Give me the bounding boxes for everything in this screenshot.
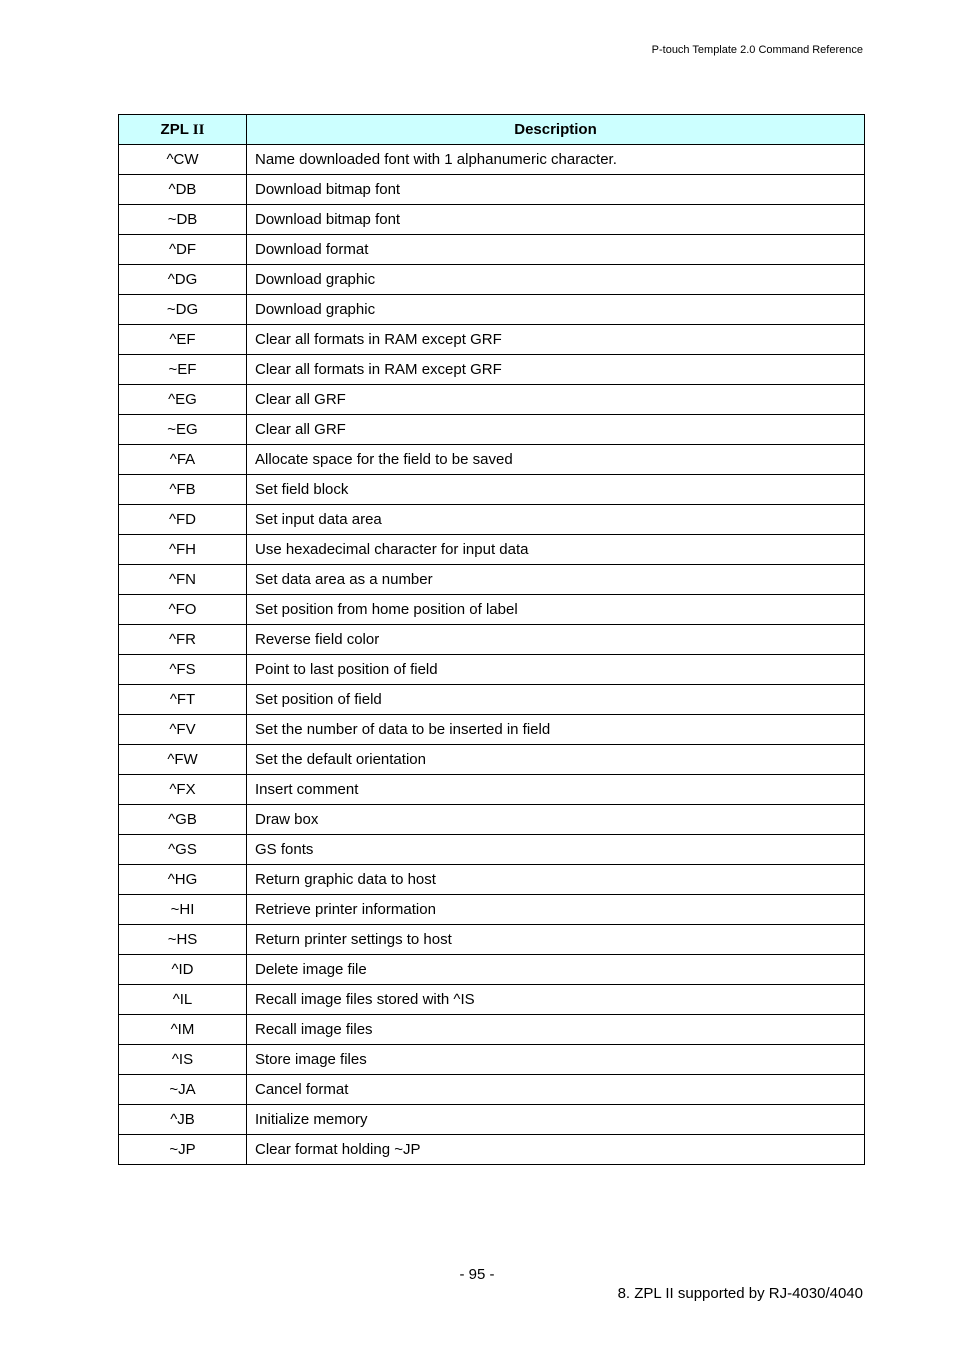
column-header-description: Description [247,115,865,145]
command-cell: ^FX [119,775,247,805]
command-cell: ^FS [119,655,247,685]
table-row [119,205,865,235]
command-cell: ~JP [119,1135,247,1165]
table-row [119,535,865,565]
description-cell: Set position from home position of label [247,595,865,625]
table-row [119,265,865,295]
table-row [119,775,865,805]
description-cell: Download bitmap font [247,175,865,205]
table-row [119,415,865,445]
running-header: P-touch Template 2.0 Command Reference [651,44,863,56]
description-cell: Return printer settings to host [247,925,865,955]
command-cell: ^FD [119,505,247,535]
command-cell: ^GS [119,835,247,865]
table-row [119,385,865,415]
description-cell: Draw box [247,805,865,835]
description-cell: Set position of field [247,685,865,715]
description-cell: Clear all GRF [247,415,865,445]
description-cell: Retrieve printer information [247,895,865,925]
table-row [119,955,865,985]
description-cell: Recall image files [247,1015,865,1045]
description-cell: Clear all formats in RAM except GRF [247,355,865,385]
command-cell: ^GB [119,805,247,835]
description-cell: Cancel format [247,1075,865,1105]
column-header-zpl-roman: II [192,121,205,138]
table-row [119,655,865,685]
command-cell: ^ID [119,955,247,985]
description-cell: Set the default orientation [247,745,865,775]
table-row [119,745,865,775]
command-cell: ^FR [119,625,247,655]
command-cell: ^FH [119,535,247,565]
command-cell: ^DG [119,265,247,295]
table-row [119,1135,865,1165]
table-row [119,175,865,205]
description-cell: GS fonts [247,835,865,865]
table-row [119,145,865,175]
command-cell: ^DF [119,235,247,265]
table-row [119,505,865,535]
description-cell: Download graphic [247,295,865,325]
command-cell: ~HI [119,895,247,925]
table-body [119,145,865,1165]
table-header-row [119,115,865,145]
command-cell: ^FN [119,565,247,595]
command-cell: ~HS [119,925,247,955]
description-cell: Use hexadecimal character for input data [247,535,865,565]
command-cell: ^JB [119,1105,247,1135]
command-cell: ^DB [119,175,247,205]
table-row [119,1015,865,1045]
table-row [119,235,865,265]
command-cell: ^FA [119,445,247,475]
command-cell: ^HG [119,865,247,895]
table-row [119,325,865,355]
command-cell: ~EG [119,415,247,445]
table-row [119,355,865,385]
description-cell: Set the number of data to be inserted in field [247,715,865,745]
description-cell: Recall image files stored with ^IS [247,985,865,1015]
description-cell: Initialize memory [247,1105,865,1135]
command-cell: ^FV [119,715,247,745]
page-number: - 95 - [459,1266,495,1283]
column-header-zpl [119,115,247,145]
description-cell: Clear all GRF [247,385,865,415]
command-cell: ~EF [119,355,247,385]
command-cell: ^IS [119,1045,247,1075]
table-row [119,865,865,895]
command-cell: ^FO [119,595,247,625]
table-row [119,625,865,655]
table-row [119,805,865,835]
description-cell: Download graphic [247,265,865,295]
table-row [119,475,865,505]
command-cell: ~DB [119,205,247,235]
description-cell: Set input data area [247,505,865,535]
description-cell: Point to last position of field [247,655,865,685]
command-cell: ^EG [119,385,247,415]
description-cell: Allocate space for the field to be saved [247,445,865,475]
command-cell: ^IL [119,985,247,1015]
description-cell: Store image files [247,1045,865,1075]
command-cell: ^IM [119,1015,247,1045]
table-row [119,985,865,1015]
command-cell: ^FT [119,685,247,715]
table-row [119,1045,865,1075]
description-cell: Set data area as a number [247,565,865,595]
command-cell: ^FB [119,475,247,505]
description-cell: Clear all formats in RAM except GRF [247,325,865,355]
table-row [119,445,865,475]
command-cell: ^FW [119,745,247,775]
command-table [118,114,865,1165]
table-row [119,1105,865,1135]
description-cell: Name downloaded font with 1 alphanumeric character. [247,145,865,175]
table-row [119,685,865,715]
table-row [119,565,865,595]
command-cell: ^CW [119,145,247,175]
description-cell: Set field block [247,475,865,505]
table-row [119,835,865,865]
command-cell: ~DG [119,295,247,325]
section-footer: 8. ZPL II supported by RJ-4030/4040 [617,1285,863,1302]
table-row [119,595,865,625]
table-row [119,715,865,745]
description-cell: Reverse field color [247,625,865,655]
description-cell: Insert comment [247,775,865,805]
table-row [119,295,865,325]
table-row [119,925,865,955]
table-row [119,895,865,925]
description-cell: Clear format holding ~JP [247,1135,865,1165]
command-cell: ^EF [119,325,247,355]
description-cell: Return graphic data to host [247,865,865,895]
table-row [119,1075,865,1105]
description-cell: Download bitmap font [247,205,865,235]
description-cell: Delete image file [247,955,865,985]
description-cell: Download format [247,235,865,265]
column-header-zpl-prefix: ZPL [160,120,193,138]
command-cell: ~JA [119,1075,247,1105]
